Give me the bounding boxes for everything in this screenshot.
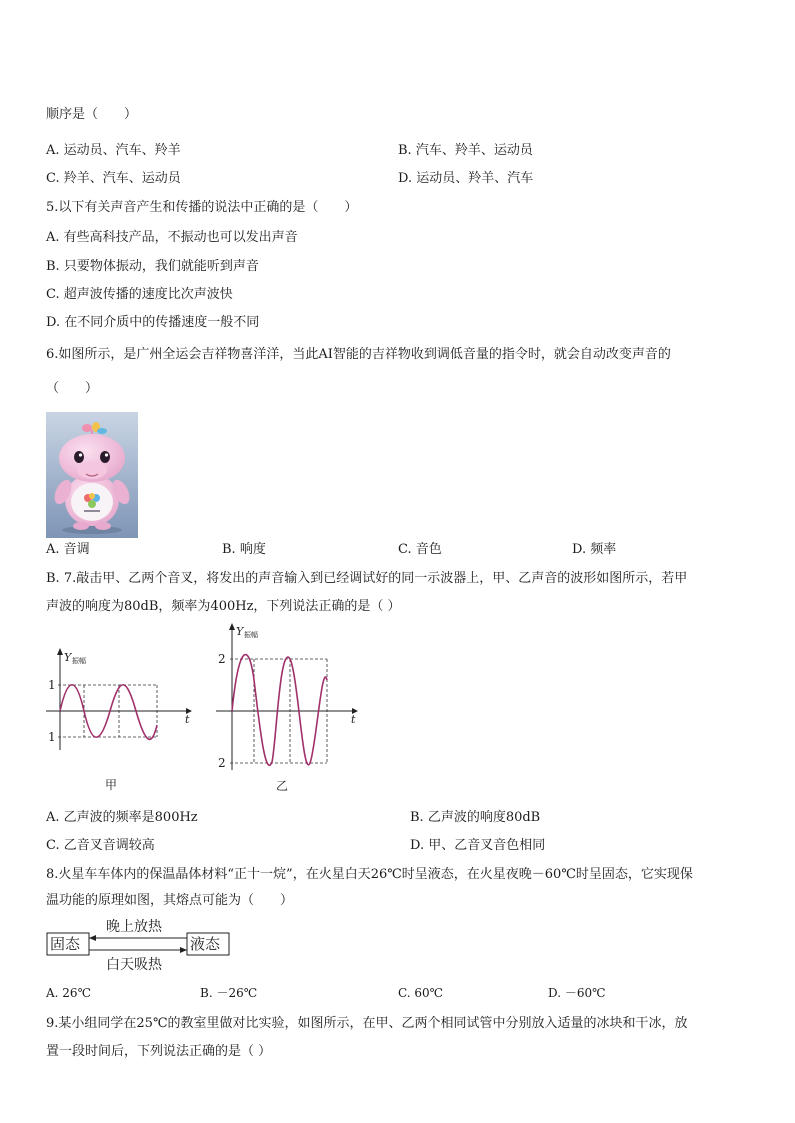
q6-stem-line1: 6.如图所示，是广州全运会吉祥物喜洋洋，当此AI智能的吉祥物收到调低音量的指令时，就会自动改变声音的 (46, 347, 671, 362)
q5-stem: 5.以下有关声音产生和传播的说法中正确的是（ ） (46, 200, 358, 215)
q4-stem-tail: 顺序是（ ） (46, 107, 138, 122)
day-absorb-label: 白天吸热 (106, 957, 162, 973)
night-release-label: 晚上放热 (106, 919, 162, 935)
wave-figure-jia (40, 645, 200, 795)
q4-option-a[interactable]: A. 运动员、汽车、羚羊 (46, 143, 181, 158)
q7-option-c[interactable]: C. 乙音叉音调较高 (46, 838, 155, 853)
q7-option-d[interactable]: D. 甲、乙音叉音色相同 (410, 838, 546, 853)
q7-option-b[interactable]: B. 乙声波的响度80dB (410, 810, 541, 825)
liquid-label: 液态 (190, 935, 221, 953)
q4-option-d[interactable]: D. 运动员、羚羊、汽车 (398, 171, 534, 186)
wave-figure-yi (210, 620, 370, 795)
caption-jia: 甲 (105, 778, 118, 792)
tick-top-yi: 2 (218, 652, 226, 666)
q7-stem-line2: 声波的响度为80dB，频率为400Hz，下列说法正确的是（ ） (46, 599, 401, 614)
q6-option-c[interactable]: C. 音色 (398, 542, 442, 557)
x-axis-label-jia: t (185, 713, 190, 726)
q8-stem-line1: 8.火星车车体内的保温晶体材料“正十一烷”，在火星白天26℃时呈液态，在火星夜晚－60℃时呈固态，它实现保 (46, 867, 693, 882)
y-axis-label-jia: Y (64, 651, 72, 664)
q4-option-b[interactable]: B. 汽车、羚羊、运动员 (398, 143, 533, 158)
q8-option-c[interactable]: C. 60℃ (398, 986, 444, 1000)
solid-label: 固态 (50, 935, 81, 953)
q8-option-d[interactable]: D. －60℃ (548, 986, 606, 1000)
q5-option-d[interactable]: D. 在不同介质中的传播速度一般不同 (46, 315, 260, 330)
q6-option-a[interactable]: A. 音调 (46, 542, 90, 557)
q5-option-b[interactable]: B. 只要物体振动，我们就能听到声音 (46, 259, 259, 274)
q7-stem-line1: B. 7.敲击甲、乙两个音叉，将发出的声音输入到已经调试好的同一示波器上，甲、乙声音的波形如图所示，若甲 (46, 571, 688, 586)
q6-stem-line2: （ ） (46, 381, 99, 396)
q5-option-a[interactable]: A. 有些高科技产品，不振动也可以发出声音 (46, 230, 298, 245)
q6-option-d[interactable]: D. 频率 (572, 542, 617, 557)
phase-change-diagram (44, 916, 234, 976)
y-axis-label-yi: Y (236, 625, 244, 638)
wave-line-yi (232, 655, 327, 766)
y-axis-sub-yi: 振幅 (244, 631, 258, 639)
y-axis-sub-jia: 振幅 (72, 657, 86, 665)
tick-bottom-jia: 1 (48, 730, 56, 744)
mascot-image (46, 412, 138, 538)
q8-option-b[interactable]: B. －26℃ (200, 986, 258, 1000)
q8-option-a[interactable]: A. 26℃ (46, 986, 91, 1000)
x-axis-label-yi: t (351, 713, 356, 726)
q9-stem-line1: 9.某小组同学在25℃的教室里做对比实验，如图所示，在甲、乙两个相同试管中分别放入适量的冰块和干冰，放 (46, 1016, 688, 1031)
q8-stem-line2: 温功能的原理如图，其熔点可能为（ ） (46, 893, 294, 908)
caption-yi: 乙 (276, 779, 289, 793)
tick-top-jia: 1 (48, 678, 56, 692)
q6-option-b[interactable]: B. 响度 (222, 542, 266, 557)
wave-line-jia (60, 685, 157, 740)
q5-option-c[interactable]: C. 超声波传播的速度比次声波快 (46, 287, 233, 302)
q4-option-c[interactable]: C. 羚羊、汽车、运动员 (46, 171, 181, 186)
q7-option-a[interactable]: A. 乙声波的频率是800Hz (46, 810, 198, 825)
q9-stem-line2: 置一段时间后，下列说法正确的是（ ） (46, 1044, 272, 1059)
tick-bottom-yi: 2 (218, 756, 226, 770)
